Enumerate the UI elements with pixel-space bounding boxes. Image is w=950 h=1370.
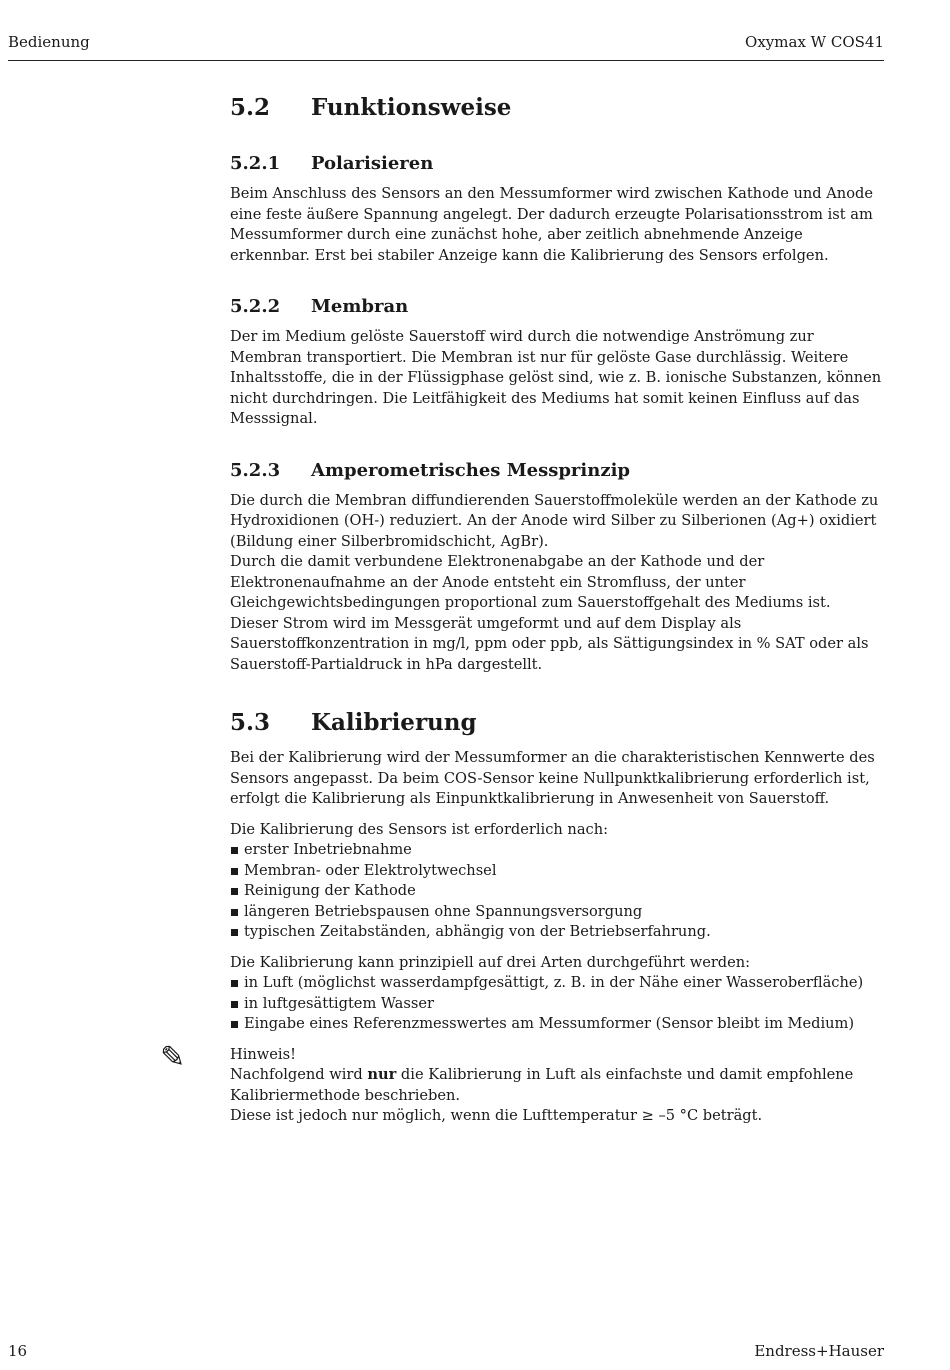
paragraph-methods-lead: Die Kalibrierung kann prinzipiell auf drei Arten durchgeführt werden: <box>230 953 751 971</box>
list-item: typischen Zeitabständen, abhängig von der Betriebserfahrung. <box>230 922 886 943</box>
paragraph-messprinzip-1: Die durch die Membran diffundierenden Sauerstoffmoleküle werden an der Kathode zu Hydroxidionen (OH-) reduziert. An der Anode wird Silber zu Silberionen (Ag+) oxidiert (Bildung einer Silberbromidschicht, AgBr). <box>230 491 879 550</box>
list-item: längeren Betriebspausen ohne Spannungsversorgung <box>230 902 886 923</box>
subsection-number: 5.2.3 <box>230 459 281 481</box>
page-number: 16 <box>8 1342 28 1360</box>
section-title: Kalibrierung <box>311 709 477 736</box>
section-number: 5.2 <box>230 94 271 121</box>
pencil-icon: ✎ <box>160 1039 186 1075</box>
note-line-1 <box>230 1065 886 1106</box>
paragraph-messprinzip-3: Dieser Strom wird im Messgerät umgeformt und auf dem Display als Sauerstoffkonzentration in mg/l, ppm oder ppb, als Sättigungsindex in % SAT oder als Sauerstoff-Partialdruck in hPa dargestellt. <box>230 614 869 673</box>
note-label: Hinweis! <box>230 1045 296 1063</box>
footer-brand: Endress+Hauser <box>754 1342 884 1360</box>
list-item: erster Inbetriebnahme <box>230 840 886 861</box>
subsection-title: Polarisieren <box>311 153 434 174</box>
list-item: in Luft (möglichst wasserdampfgesättigt, z. B. in der Nähe einer Wasseroberfläche) <box>230 973 886 994</box>
page-content <box>160 94 886 1127</box>
paragraph-polarisieren: Beim Anschluss des Sensors an den Messumformer wird zwischen Kathode und Anode eine feste äußere Spannung angelegt. Der dadurch erzeugte Polarisationsstrom ist am Messumformer durch eine zunächst hohe, aber zeitlich abnehmende Anzeige erkennbar. Erst bei stabiler Anzeige kann die Kalibrierung des Sensors erfolgen. <box>230 185 873 264</box>
paragraph-membran: Der im Medium gelöste Sauerstoff wird durch die notwendige Anströmung zur Membran transportiert. Die Membran ist nur für gelöste Gase durchlässig. Weitere Inhaltsstoffe, die in der Flüssigphase gelöst sind, wie z. B. ionische Substanzen, können nicht durchdringen. Die Leitfähigkeit des Mediums hat somit keinen Einfluss auf das Messsignal. <box>230 328 882 427</box>
list-calibration-methods <box>230 973 886 1035</box>
subsection-heading-5-2-3 <box>230 460 886 481</box>
section-heading-5-2 <box>230 94 886 121</box>
section-number: 5.3 <box>230 709 271 736</box>
paragraph-needed-lead: Die Kalibrierung des Sensors ist erforderlich nach: <box>230 820 609 838</box>
list-calibration-needed <box>230 840 886 943</box>
section-heading-5-3 <box>230 709 886 736</box>
note-text: die Kalibrierung in Luft als einfachste und damit empfohlene Kalibriermethode beschrieben. <box>230 1066 854 1104</box>
subsection-number: 5.2.2 <box>230 296 281 317</box>
note-text: Nachfolgend wird <box>230 1066 368 1083</box>
running-header-product: Oxymax W COS41 <box>745 33 884 51</box>
note-line-2: Diese ist jedoch nur möglich, wenn die Lufttemperatur ≥ –5 °C beträgt. <box>230 1107 763 1124</box>
list-item: Eingabe eines Referenzmesswertes am Messumformer (Sensor bleibt im Medium) <box>230 1014 886 1035</box>
subsection-heading-5-2-2 <box>230 296 886 317</box>
subsection-title: Amperometrisches Messprinzip <box>311 459 630 481</box>
note-emphasis: nur <box>367 1066 397 1083</box>
subsection-number: 5.2.1 <box>230 153 281 174</box>
running-header-section: Bedienung <box>8 33 90 51</box>
subsection-heading-5-2-1 <box>230 153 886 174</box>
paragraph-messprinzip-2: Durch die damit verbundene Elektronenabgabe an der Kathode und der Elektronenaufnahme an der Anode entsteht ein Stromfluss, der unter Gleichgewichtsbedingungen proportional zum Sauerstoffgehalt des Mediums ist. <box>230 553 831 611</box>
list-item: in luftgesättigtem Wasser <box>230 994 886 1015</box>
header-rule <box>8 60 884 61</box>
section-title: Funktionsweise <box>311 94 512 121</box>
note-block <box>160 1039 886 1127</box>
subsection-title: Membran <box>311 296 409 317</box>
list-item: Reinigung der Kathode <box>230 881 886 902</box>
paragraph-kalibrierung-intro: Bei der Kalibrierung wird der Messumformer an die charakteristischen Kennwerte des Sensors angepasst. Da beim COS-Sensor keine Nullpunktkalibrierung erforderlich ist, erfolgt die Kalibrierung als Einpunktkalibrierung in Anwesenheit von Sauerstoff. <box>230 749 875 807</box>
list-item: Membran- oder Elektrolytwechsel <box>230 861 886 882</box>
